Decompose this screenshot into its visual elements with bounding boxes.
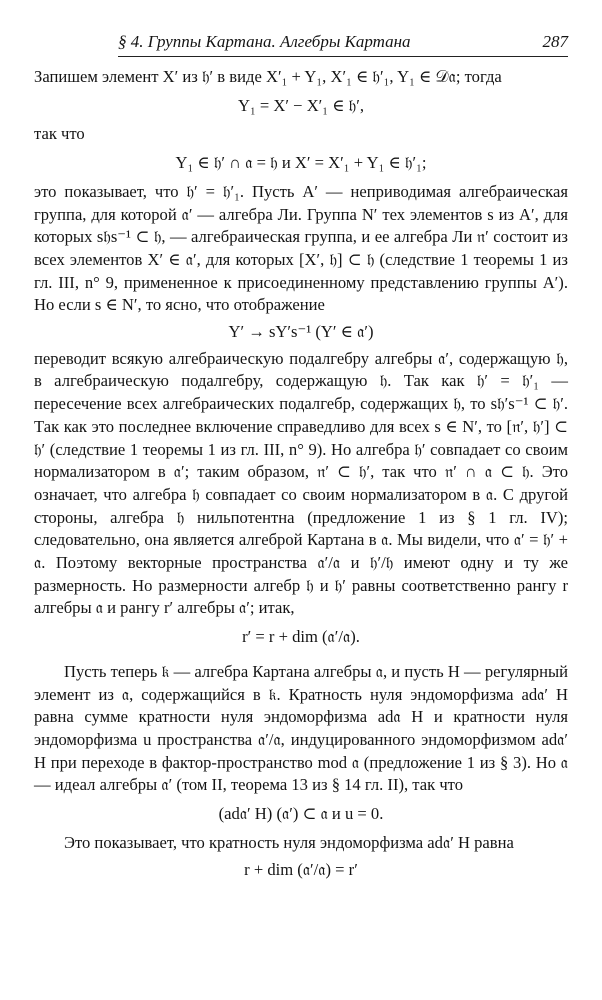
display-formula: r′ = r + dim (𝔞′/𝔞).: [242, 627, 360, 647]
page-body: [34, 66, 568, 885]
paragraph: переводит всякую алгебраическую подалгебру алгебры 𝔞′, содержащую 𝔥, в алгебраическую подалгебру, содержащую 𝔥. Так как 𝔥′ = 𝔥′₁ — пересечение всех алгебраических подалгебр, содержащих 𝔥, то s𝔥′s⁻¹ ⊂ 𝔥′. Так как это последнее включение справедливо для всех s ∈ N′, то [𝔫′, 𝔥′] ⊂ 𝔥′ (следствие 1 теоремы 1 из гл. III, n° 9). Но алгебра 𝔥′ совпадает со своим нормализатором в 𝔞′; таким образом, 𝔫′ ⊂ 𝔥′, так что 𝔫′ ∩ 𝔞 ⊂ 𝔥. Это означает, что алгебра 𝔥 совпадает со своим нормализатором в 𝔞. С другой стороны, алгебра 𝔥 нильпотентна (предложение 1 из § 1 гл. IV); следовательно, она является алгеброй Картана в 𝔞. Мы видели, что 𝔞′ = 𝔥′ + 𝔞. Поэтому векторные пространства 𝔞′/𝔞 и 𝔥′/𝔥 имеют одну и ту же размерность. Но размерности алгебр 𝔥 и 𝔥′ равны соответственно рангу r алгебры 𝔞 и рангу r′ алгебры 𝔞′; итак,: [34, 348, 568, 618]
running-head: [118, 32, 568, 52]
paragraph: Пусть теперь 𝔨 — алгебра Картана алгебры 𝔞, и пусть H — регулярный элемент из 𝔞, содержащийся в 𝔨. Кратность нуля эндоморфизма ad𝔞′ H равна сумме кратности нуля эндоморфизма ad𝔞 H и кратности нуля эндоморфизма u пространства 𝔞′/𝔞, индуцированного эндоморфизмом ad𝔞′ H при переходе в фактор-пространство mod 𝔞 (предложение 1 из § 3). Но 𝔞 — идеал алгебры 𝔞′ (том II, теорема 13 из § 14 гл. II), так что: [34, 661, 568, 795]
header-rule: [118, 56, 568, 57]
paragraph: так что: [34, 124, 85, 144]
display-formula: r + dim (𝔞′/𝔞) = r′: [244, 859, 358, 879]
paragraph: Запишем элемент X′ из 𝔥′ в виде X′₁ + Y₁, X′₁ ∈ 𝔥′₁, Y₁ ∈ 𝒟𝔞; тогда: [34, 67, 502, 86]
chapter-title: § 4. Группы Картана. Алгебры Картана: [118, 32, 411, 51]
paragraph: Это показывает, что кратность нуля эндоморфизма ad𝔞′ H равна: [64, 832, 514, 852]
display-formula: Y₁ ∈ 𝔥′ ∩ 𝔞 = 𝔥 и X′ = X′₁ + Y₁ ∈ 𝔥′₁;: [175, 153, 427, 173]
page-number: 287: [542, 32, 568, 51]
paragraph: это показывает, что 𝔥′ = 𝔥′₁. Пусть A′ — неприводимая алгебраическая группа, для которой 𝔞′ — алгебра Ли. Группа N′ тех элементов s из A′, для которых s𝔥s⁻¹ ⊂ 𝔥, — алгебраическая группа, и ее алгебра Ли 𝔫′ состоит из всех элементов X′ ∈ 𝔞′, для которых [X′, 𝔥] ⊂ 𝔥 (следствие 1 теоремы 1 из гл. III, n° 9, примененное к присоединенному представлению группы A′). Но если s ∈ N′, то ясно, что отображение: [34, 181, 568, 315]
display-formula: Y′ → sY′s⁻¹ (Y′ ∈ 𝔞′): [228, 322, 374, 342]
display-formula: (ad𝔞′ H) (𝔞′) ⊂ 𝔞 и u = 0.: [218, 804, 384, 824]
display-formula: Y₁ = X′ − X′₁ ∈ 𝔥′,: [238, 95, 364, 115]
